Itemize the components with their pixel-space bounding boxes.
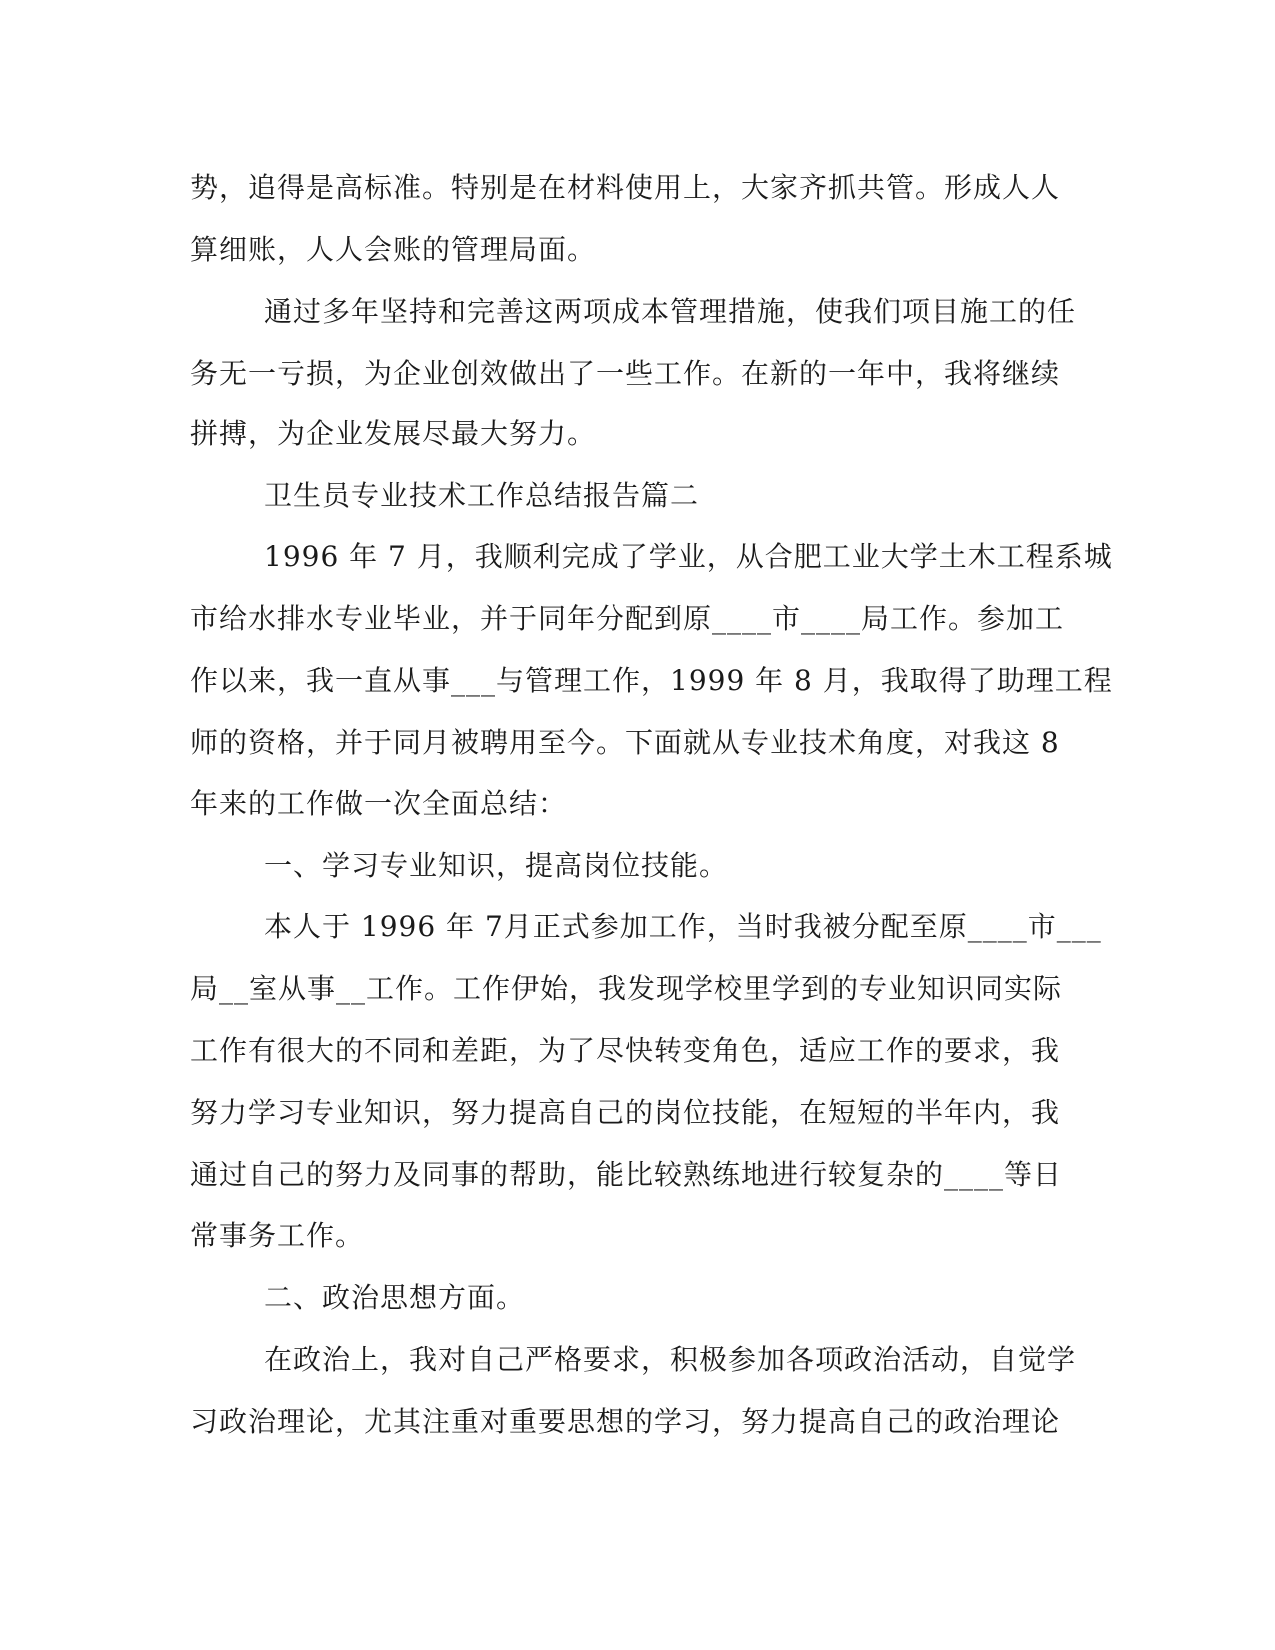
subsection-heading: 二、政治思想方面。 [264, 1281, 526, 1314]
text-line: 努力学习专业知识，努力提高自己的岗位技能，在短短的半年内，我 [190, 1096, 1061, 1129]
section-heading: 卫生员专业技术工作总结报告篇二 [264, 479, 700, 512]
text-line: 局__室从事__工作。工作伊始，我发现学校里学到的专业知识同实际 [190, 972, 1063, 1005]
paragraph-start: 在政治上，我对自己严格要求，积极参加各项政治活动，自觉学 [264, 1343, 1077, 1376]
text-line: 拼搏，为企业发展尽最大努力。 [190, 417, 597, 450]
text-line: 工作有很大的不同和差距，为了尽快转变角色，适应工作的要求，我 [190, 1034, 1061, 1067]
text-line: 势，追得是高标准。特别是在材料使用上，大家齐抓共管。形成人人 [190, 171, 1061, 204]
text-line: 师的资格，并于同月被聘用至今。下面就从专业技术角度，对我这 8 [190, 726, 1060, 759]
text-line: 常事务工作。 [190, 1219, 365, 1252]
paragraph-start: 1996 年 7 月，我顺利完成了学业，从合肥工业大学土木工程系城 [264, 540, 1113, 573]
paragraph-start: 本人于 1996 年 7月正式参加工作，当时我被分配至原____市___ [264, 910, 1102, 943]
text-line: 习政治理论，尤其注重对重要思想的学习，努力提高自己的政治理论 [190, 1405, 1061, 1438]
text-line: 作以来，我一直从事___与管理工作，1999 年 8 月，我取得了助理工程 [190, 664, 1113, 697]
text-line: 年来的工作做一次全面总结： [190, 787, 568, 820]
paragraph-start: 通过多年坚持和完善这两项成本管理措施，使我们项目施工的任 [264, 295, 1077, 328]
text-line: 市给水排水专业毕业，并于同年分配到原____市____局工作。参加工 [190, 602, 1065, 635]
text-line: 通过自己的努力及同事的帮助，能比较熟练地进行较复杂的____等日 [190, 1158, 1063, 1191]
text-line: 务无一亏损，为企业创效做出了一些工作。在新的一年中，我将继续 [190, 357, 1061, 390]
subsection-heading: 一、学习专业知识，提高岗位技能。 [264, 849, 729, 882]
text-line: 算细账，人人会账的管理局面。 [190, 233, 597, 266]
